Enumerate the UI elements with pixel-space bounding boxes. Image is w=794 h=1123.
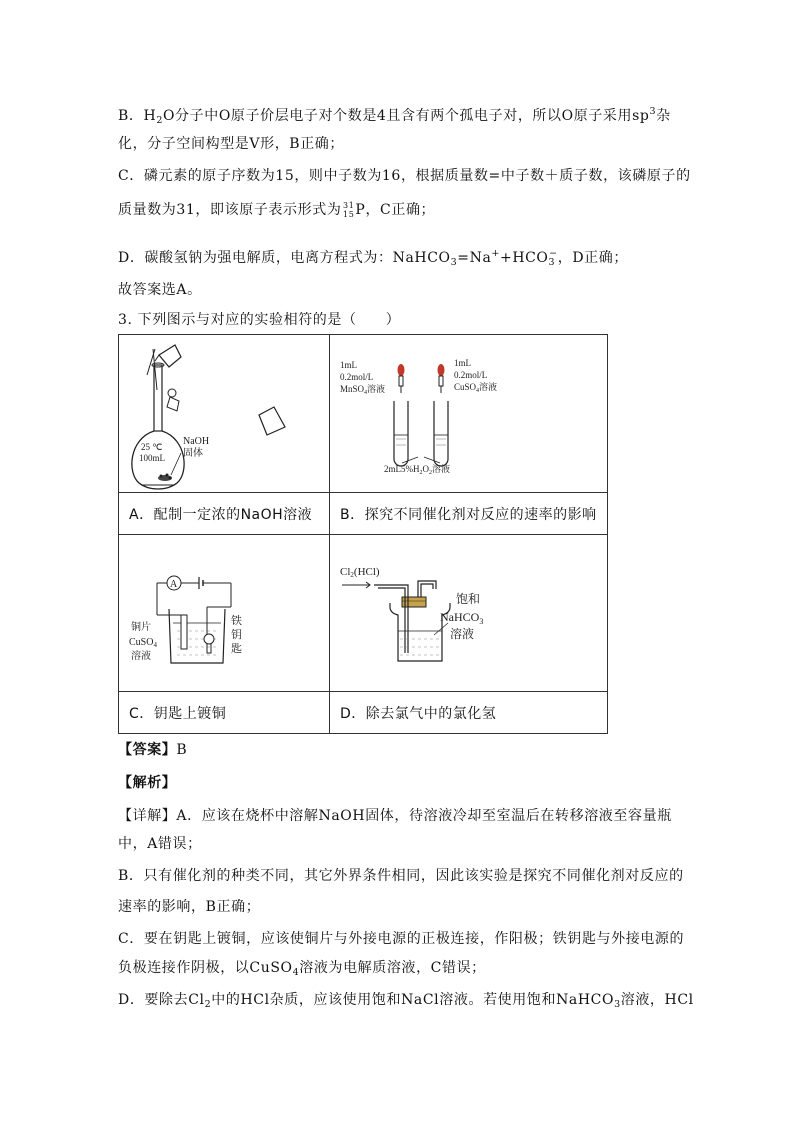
detail-b-line-1: B．只有催化剂的种类不同，其它外界条件相同，因此该实验是探究不同催化剂对反应的 <box>118 868 684 884</box>
solution-label: 溶液 <box>131 651 151 662</box>
option-b-line-2: 化，分子空间构型是V形，B正确； <box>118 136 344 152</box>
temperature-label: 25 ℃ <box>141 442 163 452</box>
cuso4-solution-label: CuSO$_4$ <box>129 637 157 649</box>
iron-label: 铁 <box>231 615 242 627</box>
detail-c-line-1: C．要在钥匙上镀铜，应该使铜片与外接电源的正极连接，作阳极；铁钥匙与外接电源的 <box>118 931 685 947</box>
cl2-hcl-label: Cl2(HCl) <box>340 566 380 579</box>
key-char-1: 钥 <box>231 629 242 641</box>
gas-washing-bottle-figure <box>330 535 610 692</box>
right-conc-label: 0.2mol/L <box>454 370 488 380</box>
figure-d-cell <box>330 535 608 692</box>
figure-b-cell <box>330 335 608 493</box>
mnso4-label: MnSO$_4$溶液 <box>340 384 386 396</box>
figure-a-cell <box>119 335 330 493</box>
option-d-line-1: D．碳酸氢钠为强电解质，电离方程式为：$NaHCO_3=Na^++HCO_3^-$，D正确； <box>118 248 628 268</box>
key-char-2: 匙 <box>231 643 242 655</box>
detail-b-line-2: 速率的影响，B正确； <box>118 899 261 915</box>
volume-label: 100mL <box>139 453 165 463</box>
detail-c-line-2: 负极连接作阴极，以CuSO$_4$溶液为电解质溶液，C错误； <box>118 960 486 978</box>
option-c-line-1: C．磷元素的原子序数为15，则中子数为16，根据质量数=中子数＋质子数，该磷原子的 <box>118 168 691 184</box>
electroplating-figure <box>119 535 329 692</box>
saturated-label: 饱和 <box>456 592 481 606</box>
naoh-label: NaOH <box>183 436 210 447</box>
question-3-stem: 3. 下列图示与对应的实验相符的是（ ） <box>118 312 401 328</box>
figure-a-caption: A．配制一定浓的NaOH溶液 <box>119 493 330 535</box>
phosphorus-isotope-notation: 31 15 <box>343 201 355 219</box>
detail-d-line-1: D．要除去$Cl_2$中的HCl杂质，应该使用饱和NaCl溶液。若使用饱和NaHCO$_3$溶液，HCl <box>118 992 694 1010</box>
right-volume-label: 1mL <box>454 358 471 368</box>
figure-table <box>118 334 608 734</box>
nahco3-label: NaHCO$_3$ <box>440 610 484 626</box>
option-b-line-1: B．$H_2O$分子中O原子价层电子对个数是4且含有两个孤电子对，所以O原子采用$sp^3$杂 <box>118 106 671 126</box>
figure-b-caption: B．探究不同催化剂对反应的速率的影响 <box>330 493 608 535</box>
solid-label: 固体 <box>183 448 203 459</box>
detail-a-line-1: 【详解】A．应该在烧杯中溶解NaOH固体，待溶液冷却至室温后在转移溶液至容量瓶 <box>118 808 672 824</box>
option-c-line-2: 质量数为31，即该原子表示形式为 31 15 P，C正确； <box>118 201 436 219</box>
answer-line: 【答案】B <box>118 742 188 758</box>
cuso4-label: CuSO$_4$溶液 <box>454 382 498 394</box>
answer-summary-line: 故答案选A。 <box>118 282 202 298</box>
figure-c-cell <box>119 535 330 692</box>
left-volume-label: 1mL <box>340 360 357 370</box>
volumetric-flask-figure <box>119 335 329 493</box>
h2o2-label: $2mL5\%H_2O_2$溶液 <box>384 464 451 476</box>
detail-a-line-2: 中，A错误； <box>118 836 202 852</box>
test-tubes-figure <box>330 335 610 493</box>
figure-d-caption: D．除去氯气中的氯化氢 <box>330 692 608 734</box>
analysis-heading: 【解析】 <box>118 775 177 791</box>
ammeter-label: A <box>170 579 178 590</box>
left-conc-label: 0.2mol/L <box>340 372 374 382</box>
solution-label: 溶液 <box>450 627 475 641</box>
figure-c-caption: C．钥匙上镀铜 <box>119 692 330 734</box>
copper-plate-label: 铜片 <box>131 622 151 633</box>
